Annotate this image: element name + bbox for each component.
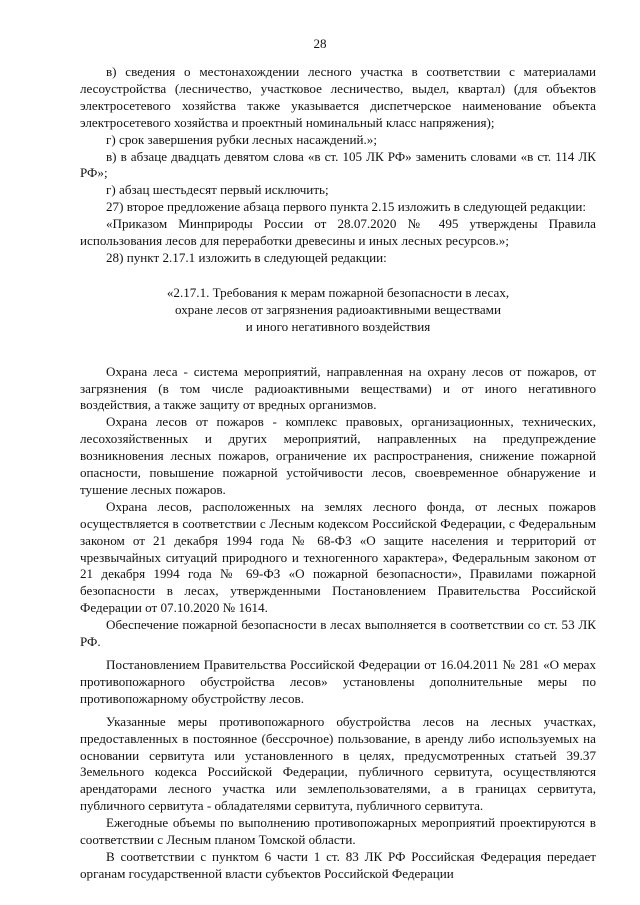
paragraph: Постановлением Правительства Российской Федерации от 16.04.2011 № 281 «О мерах противопожарного обустройства лесов» установлены дополнительные меры по противопожарному обустройству лесов. [80,657,596,706]
heading-line: «2.17.1. Требования к мерам пожарной безопасности в лесах, [166,284,510,300]
page-number: 28 [313,36,327,51]
paragraph: Обеспечение пожарной безопасности в лесах выполняется в соответствии со ст. 53 ЛК РФ. [80,617,596,650]
paragraph: г) срок завершения рубки лесных насаждений.»; [106,131,377,147]
document-body [80,64,596,883]
heading-line: и иного негативного воздействия [245,318,431,334]
paragraph: Охрана лесов, расположенных на землях лесного фонда, от лесных пожаров осуществляется в соответствии с Лесным кодексом Российской Федерации, с Федеральным законом от 21 декабря 1994 года № 68-ФЗ «О защите населения и территорий от чрезвычайных ситуаций природного и техногенного характера», Федеральным законом от 21 декабря 1994 года № 69-ФЗ «О пожарной безопасности», Правилами пожарной безопасности в лесах, утвержденными Постановлением Правительства Российской Федерации от 07.10.2020 № 1614. [80,498,596,616]
paragraph: «Приказом Минприроды России от 28.07.2020 № 495 утверждены Правила использования лесов для переработки древесины и иных лесных ресурсов.»; [80,216,596,249]
paragraph: г) абзац шестьдесят первый исключить; [106,182,329,198]
paragraph: 27) второе предложение абзаца первого пункта 2.15 изложить в следующей редакции: [106,199,586,215]
heading-line: охране лесов от загрязнения радиоактивными веществами [175,301,501,317]
paragraph: Указанные меры противопожарного обустройства лесов на лесных участках, предоставленных в постоянное (бессрочное) пользование, в аренду либо используемых на основании сервитута или установленного в целях, предусмотренных статьей 39.37 Земельного кодекса Российской Федерации, публичного сервитута, осуществляются арендаторами лесного участка или землепользователями, а в границах сервитута, публичного сервитута - обладателями сервитута, публичного сервитута. [80,713,596,814]
paragraph: 28) пункт 2.17.1 изложить в следующей редакции: [106,249,387,265]
section-heading [80,285,596,336]
paragraph: Охрана лесов от пожаров - комплекс правовых, организационных, технических, лесохозяйственных и других мероприятий, направленных на предупреждение возникновения лесных пожаров, ограничение их распространения, снижение пожарной опасности, повышение пожарной устойчивости лесов, своевременное обнаружение и тушение лесных пожаров. [80,414,596,497]
paragraph: Ежегодные объемы по выполнению противопожарных мероприятий проектируются в соответствии с Лесным планом Томской области. [80,815,596,848]
paragraph: в) сведения о местонахождении лесного участка в соответствии с материалами лесоустройства (лесничество, участковое лесничество, выдел, квартал) (для объектов электросетевого хозяйства также указывается диспетчерское наименование объекта электросетевого хозяйства и проектный номинальный класс напряжения); [80,64,596,130]
paragraph: в) в абзаце двадцать девятом слова «в ст. 105 ЛК РФ» заменить словами «в ст. 114 ЛК РФ»; [80,148,596,181]
paragraph: В соответствии с пунктом 6 части 1 ст. 83 ЛК РФ Российская Федерация передает органам государственной власти субъектов Российской Федерации [80,848,596,881]
paragraph: Охрана леса - система мероприятий, направленная на охрану лесов от пожаров, от загрязнения (в том числе радиоактивными веществами) и от иного негативного воздействия, а также защиту от вредных организмов. [80,363,596,413]
